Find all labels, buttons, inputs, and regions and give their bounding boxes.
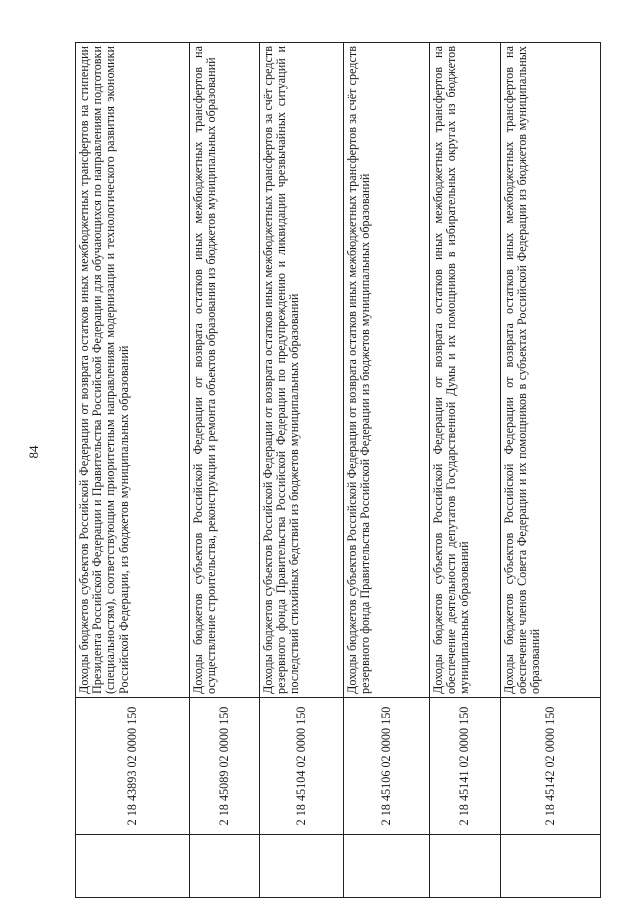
budget-code-table-wrapper xyxy=(75,43,600,898)
description-cell: Доходы бюджетов субъектов Российской Федерации от возврата остатков иных межбюджетных трансфертов за счёт средств резервного фонда Правительства Российской Федерации по предупреждению и ликвидации чрезвычайных ситуаций и последствий стихийных бедствий из бюджетов муниципальных образований xyxy=(260,43,344,698)
table-row xyxy=(501,43,601,898)
budget-code-cell: 2 18 43893 02 0000 150 xyxy=(76,698,190,835)
description-cell: Доходы бюджетов субъектов Российской Федерации от возврата остатков иных межбюджетных трансфертов на осуществление строительства, реконструкции и ремонта объектов образования из бюджетов муниципальных образований xyxy=(190,43,260,698)
budget-code-cell: 2 18 45142 02 0000 150 xyxy=(501,698,601,835)
table-row xyxy=(76,43,190,898)
description-cell: Доходы бюджетов субъектов Российской Федерации от возврата остатков иных межбюджетных трансфертов на стипендии Президента Российской Федерации и Правительства Российской Федерации для обучающихся по направлениям подготовки (специальностям), соответствующим приоритетным направлениям модернизации и технологического развития экономики Российской Федерации, из бюджетов муниципальных образований xyxy=(76,43,190,698)
table-row xyxy=(190,43,260,898)
budget-code-cell: 2 18 45104 02 0000 150 xyxy=(260,698,344,835)
budget-code-table xyxy=(75,42,601,898)
empty-cell xyxy=(501,835,601,898)
page-number: 84 xyxy=(26,445,41,459)
table-row xyxy=(344,43,430,898)
description-cell: Доходы бюджетов субъектов Российской Федерации от возврата остатков иных межбюджетных трансфертов за счёт средств резервного фонда Правительства Российской Федерации из бюджетов муниципальных образований xyxy=(344,43,430,698)
budget-code-cell: 2 18 45141 02 0000 150 xyxy=(430,698,501,835)
description-cell: Доходы бюджетов субъектов Российской Федерации от возврата остатков иных межбюджетных трансфертов на обеспечение членов Совета Федерации и их помощников в субъектах Российской Федерации из бюджетов муниципальных образований xyxy=(501,43,601,698)
empty-cell xyxy=(260,835,344,898)
empty-cell xyxy=(344,835,430,898)
budget-code-cell: 2 18 45089 02 0000 150 xyxy=(190,698,260,835)
table-row xyxy=(430,43,501,898)
empty-cell xyxy=(430,835,501,898)
table-row xyxy=(260,43,344,898)
empty-cell xyxy=(76,835,190,898)
empty-cell xyxy=(190,835,260,898)
description-cell: Доходы бюджетов субъектов Российской Федерации от возврата остатков иных межбюджетных трансфертов на обеспечение деятельности депутатов Государственной Думы и их помощников в избирательных округах из бюджетов муниципальных образований xyxy=(430,43,501,698)
budget-code-cell: 2 18 45106 02 0000 150 xyxy=(344,698,430,835)
